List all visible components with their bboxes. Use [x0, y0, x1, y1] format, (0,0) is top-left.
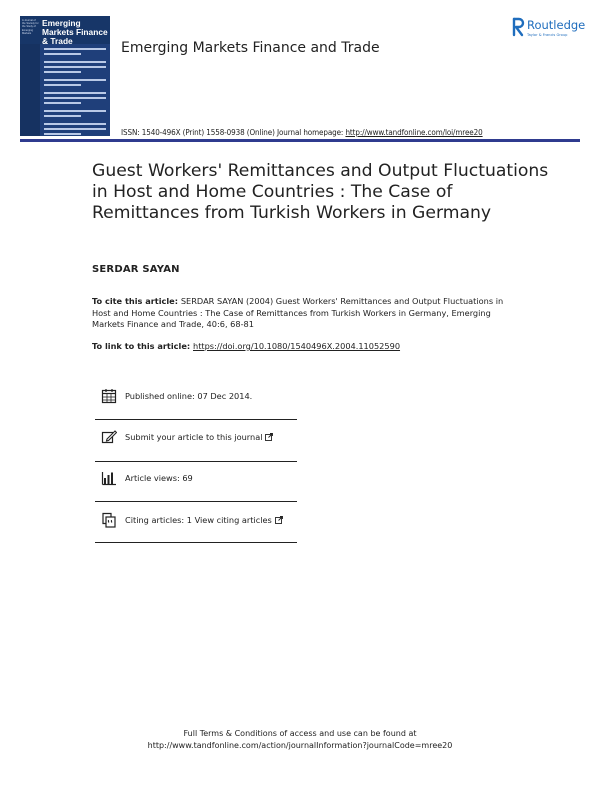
article-title: Guest Workers' Remittances and Output Fluctuations in Host and Home Countries : The Case of Remittances from Turkish Workers in Germany	[92, 161, 549, 223]
terms-footer	[0, 728, 600, 751]
cover-side-text: A Journal of the Society for the Study of Emerging Markets	[22, 19, 39, 35]
citing-articles-link[interactable]	[125, 515, 283, 525]
cover-contents-lines	[44, 48, 106, 136]
publisher-name: Routledge	[527, 18, 586, 32]
submit-article-label: Submit your article to this journal	[125, 432, 263, 442]
header-divider	[20, 139, 580, 142]
bar-chart-icon	[101, 470, 117, 486]
calendar-icon	[101, 388, 117, 404]
citing-articles-row[interactable]	[95, 512, 297, 532]
footer-terms-link[interactable]: http://www.tandfonline.com/action/journalInformation?journalCode=mree20	[147, 740, 453, 750]
journal-homepage-link[interactable]: http://www.tandfonline.com/loi/mree20	[345, 128, 483, 137]
routledge-r-icon	[511, 17, 525, 37]
link-label: To link to this article:	[92, 341, 193, 351]
issn-text: ISSN: 1540-496X (Print) 1558-0938 (Online) Journal homepage:	[121, 128, 346, 137]
external-link-icon	[275, 516, 283, 524]
submit-article-link[interactable]	[125, 432, 273, 442]
citation-text: SERDAR SAYAN (2004) Guest Workers' Remittances and Output Fluctuations in Host and Home Countries : The Case of Remittances from Turkish Workers in Germany, Emerging Markets Finance and Trade, 40:6, 68-81	[92, 296, 504, 330]
doi-link[interactable]: https://doi.org/10.1080/1540496X.2004.11052590	[193, 341, 401, 351]
cover-side-band	[20, 44, 40, 136]
article-link-block	[92, 341, 400, 351]
info-divider	[95, 419, 297, 420]
edit-pencil-icon	[101, 429, 117, 445]
article-views-text: Article views: 69	[125, 473, 193, 483]
footer-terms-text: Full Terms & Conditions of access and use can be found at	[183, 729, 417, 738]
info-divider	[95, 501, 297, 502]
citing-articles-icon	[101, 512, 117, 528]
info-divider	[95, 542, 297, 543]
issn-line	[121, 128, 483, 137]
journal-cover-image	[20, 16, 110, 136]
article-views-row	[95, 470, 297, 490]
citing-articles-label: Citing articles: 1 View citing articles	[125, 515, 272, 525]
submit-article-row[interactable]	[95, 429, 297, 449]
cite-label: To cite this article:	[92, 296, 181, 306]
publisher-tagline: Taylor & Francis Group	[527, 33, 568, 37]
info-divider	[95, 461, 297, 462]
published-date-text: Published online: 07 Dec 2014.	[125, 391, 253, 401]
article-author: SERDAR SAYAN	[92, 264, 180, 275]
journal-name: Emerging Markets Finance and Trade	[121, 40, 380, 56]
citation-block	[92, 296, 512, 331]
published-online-row	[95, 388, 297, 408]
cover-title: Emerging Markets Finance & Trade	[42, 18, 108, 46]
external-link-icon	[265, 433, 273, 441]
